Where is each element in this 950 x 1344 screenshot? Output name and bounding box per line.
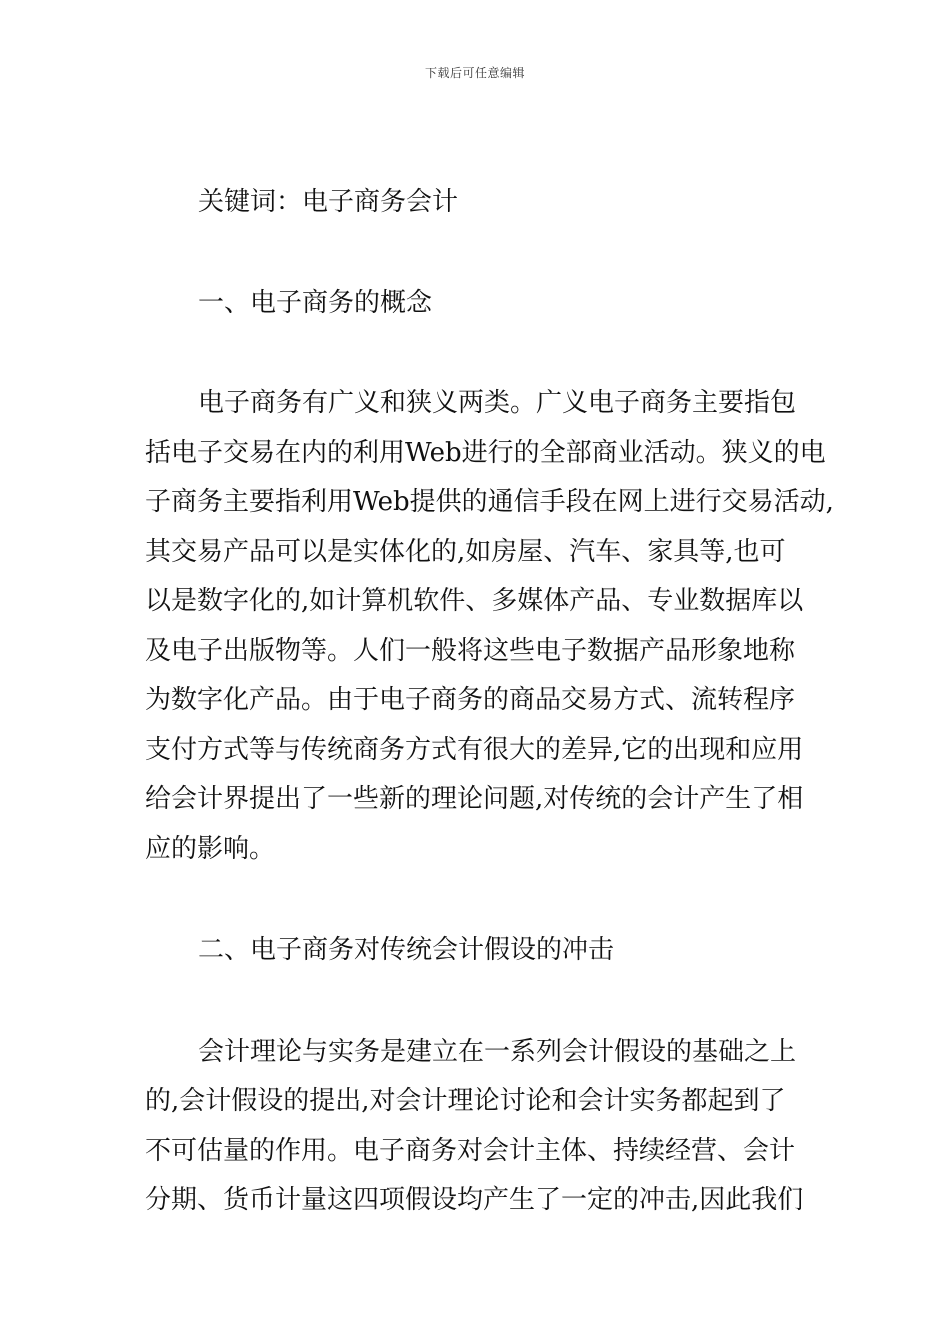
section-2-paragraph (145, 1028, 815, 1226)
paragraph-line: 其交易产品可以是实体化的,如房屋、汽车、家具等,也可 (145, 536, 786, 567)
paragraph-line: 电子商务有广义和狭义两类。广义电子商务主要指包 (198, 388, 797, 418)
paragraph-line: 的,会计假设的提出,对会计理论讨论和会计实务都起到了 (145, 1086, 786, 1116)
paragraph-line: 给会计界提出了一些新的理论问题,对传统的会计产生了相 (145, 784, 804, 814)
keywords-line: 关键词：电子商务会计 (198, 187, 459, 217)
paragraph-line: 子商务主要指利用Web提供的通信手段在网上进行交易活动, (145, 487, 834, 517)
document-body (145, 178, 834, 1226)
section-heading-1: 一、电子商务的概念 (198, 287, 433, 318)
paragraph-line: 为数字化产品。由于电子商务的商品交易方式、流转程序 (145, 685, 796, 715)
paragraph-line: 支付方式等与传统商务方式有很大的差异,它的出现和应用 (145, 734, 804, 765)
paragraph-line: 会计理论与实务是建立在一系列会计假设的基础之上 (198, 1036, 797, 1067)
paragraph-line: 分期、货币计量这四项假设均产生了一定的冲击,因此我们 (145, 1185, 804, 1215)
page-header-note: 下载后可任意编辑 (424, 66, 525, 80)
section-heading-2: 二、电子商务对传统会计假设的冲击 (198, 935, 615, 965)
paragraph-line: 及电子出版物等。人们一般将这些电子数据产品形象地称 (145, 635, 796, 666)
paragraph-line: 以是数字化的,如计算机软件、多媒体产品、专业数据库以 (145, 586, 804, 616)
paragraph-line: 括电子交易在内的利用Web进行的全部商业活动。狭义的电 (145, 437, 826, 468)
section-1-paragraph (145, 379, 834, 874)
paragraph-line: 应的影响。 (145, 833, 276, 864)
paragraph-line: 不可估量的作用。电子商务对会计主体、持续经营、会计 (145, 1135, 796, 1166)
